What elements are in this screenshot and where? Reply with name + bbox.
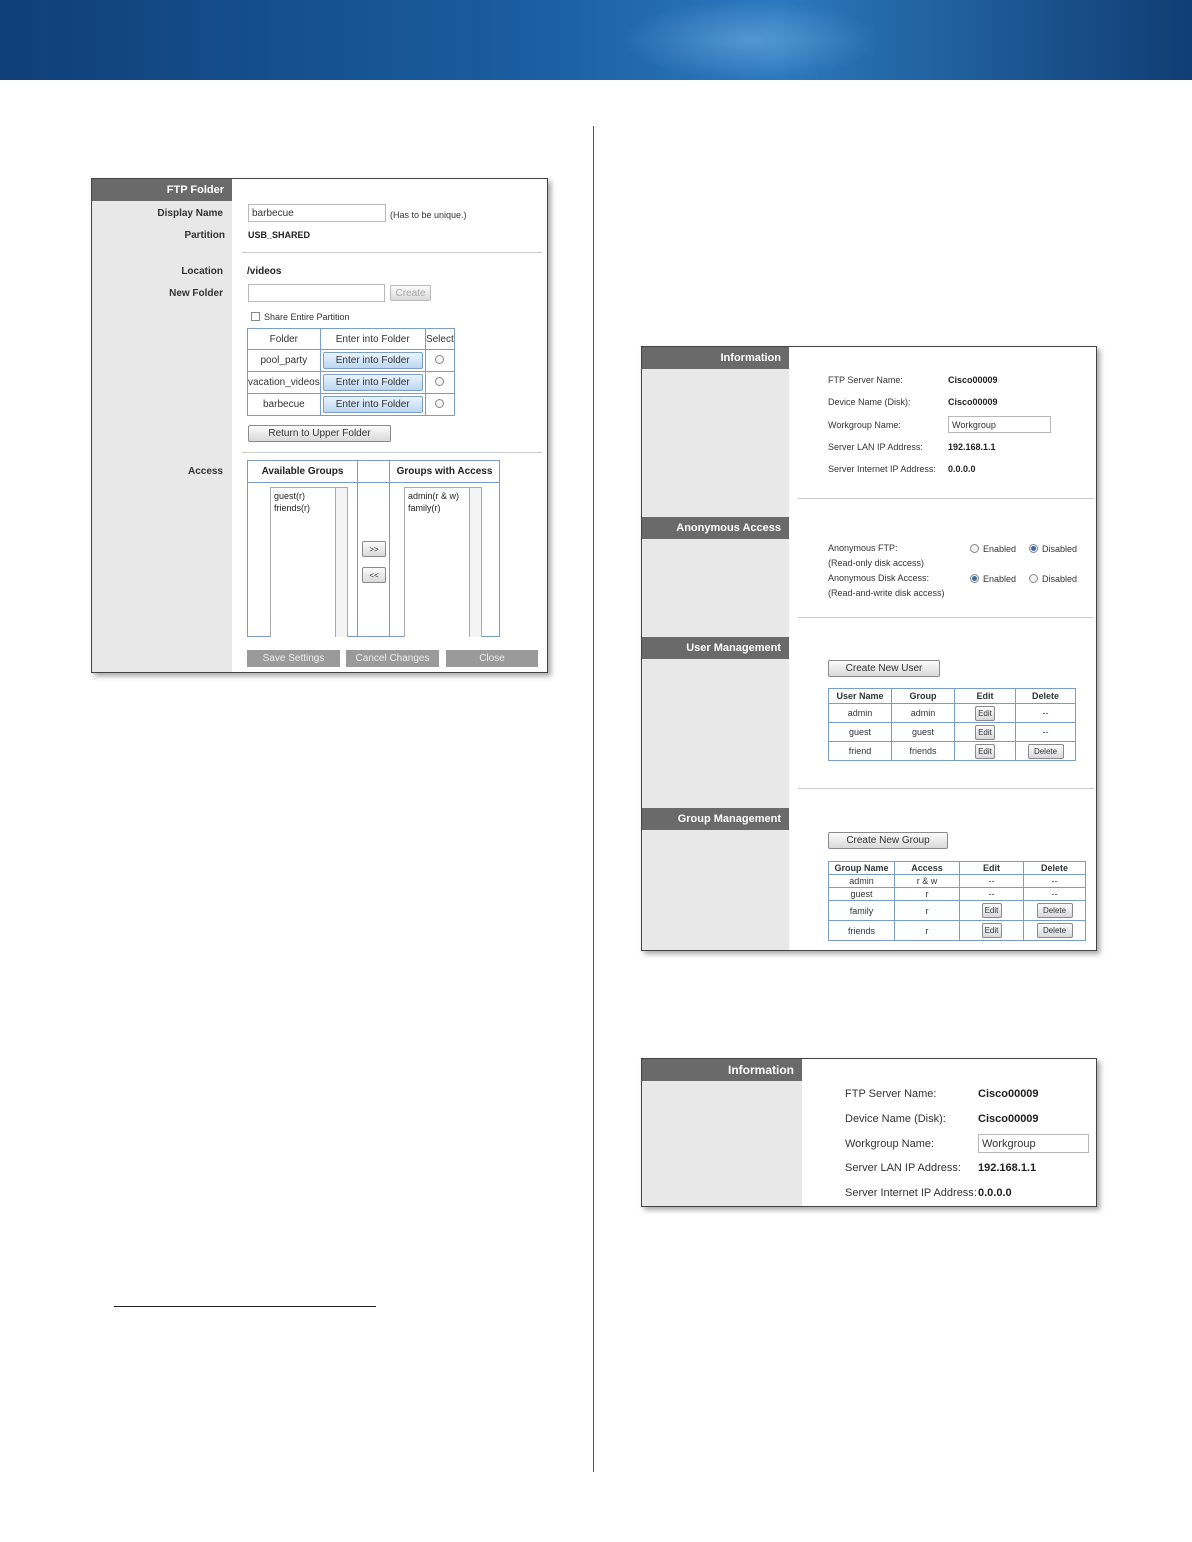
folder-table xyxy=(247,328,455,416)
information-panel xyxy=(641,1058,1097,1207)
anonymous-divider xyxy=(798,617,1094,618)
group-management-header: Group Management xyxy=(642,808,789,830)
information-divider xyxy=(798,498,1094,499)
select-radio[interactable] xyxy=(435,355,444,364)
user-name-col-header: User Name xyxy=(829,689,892,704)
folder-name: pool_party xyxy=(248,350,321,372)
group-name-cell: guest xyxy=(829,888,895,901)
move-column-header xyxy=(358,461,390,483)
group-edit-col-header: Edit xyxy=(960,862,1024,875)
anonymous-disk-label: Anonymous Disk Access: xyxy=(828,573,930,583)
user-name-cell: guest xyxy=(829,723,892,742)
edit-col-header: Edit xyxy=(955,689,1016,704)
close-button[interactable]: Close xyxy=(446,650,538,667)
new-folder-input[interactable] xyxy=(248,284,385,302)
move-column xyxy=(358,483,390,636)
workgroup-label: Workgroup Name: xyxy=(828,420,901,430)
list-item[interactable]: admin(r & w) xyxy=(408,491,460,501)
enter-folder-button[interactable]: Enter into Folder xyxy=(323,352,423,369)
group-name-cell: friends xyxy=(829,921,895,941)
anonymous-access-header: Anonymous Access xyxy=(642,517,789,539)
information-sidebar xyxy=(642,1059,802,1206)
information-header: Information xyxy=(642,347,789,369)
save-settings-button[interactable]: Save Settings xyxy=(247,650,340,667)
table-row xyxy=(829,875,1086,888)
access-col-header: Access xyxy=(895,862,960,875)
groups-with-access-list[interactable] xyxy=(404,487,470,637)
table-row xyxy=(829,704,1076,723)
folder-name: vacation_videos xyxy=(248,372,321,394)
header-banner xyxy=(0,0,1192,80)
list-item[interactable]: guest(r) xyxy=(274,491,306,501)
device-name-label: Device Name (Disk): xyxy=(828,397,911,407)
info-device-name-value: Cisco00009 xyxy=(978,1113,1039,1125)
access-label: Access xyxy=(187,466,223,477)
access-box xyxy=(247,460,500,637)
anonymous-ftp-label: Anonymous FTP: xyxy=(828,543,898,553)
select-col-header: Select xyxy=(425,329,454,350)
ftp-folder-divider-1 xyxy=(242,252,542,253)
user-management-divider xyxy=(798,788,1094,789)
anonymous-disk-disabled-label: Disabled xyxy=(1042,574,1078,584)
group-name-cell: family xyxy=(829,901,895,921)
info-ftp-server-name-value: Cisco00009 xyxy=(978,1088,1039,1100)
user-group-cell: guest xyxy=(892,723,955,742)
partition-label: Partition xyxy=(184,230,225,241)
table-row xyxy=(829,742,1076,761)
available-groups-list[interactable] xyxy=(270,487,336,637)
edit-user-button[interactable]: Edit xyxy=(975,744,995,759)
anonymous-ftp-enabled-label: Enabled xyxy=(983,544,1017,554)
info-workgroup-label: Workgroup Name: xyxy=(845,1138,935,1150)
group-table xyxy=(828,861,1086,941)
delete-col-header: Delete xyxy=(1016,689,1076,704)
available-groups-header: Available Groups xyxy=(248,461,358,483)
device-name-value: Cisco00009 xyxy=(948,397,998,407)
available-groups-scrollbar[interactable] xyxy=(336,487,348,637)
list-item[interactable]: family(r) xyxy=(408,503,441,513)
groups-with-access-scrollbar[interactable] xyxy=(470,487,482,637)
server-internet-ip-label: Server Internet IP Address: xyxy=(828,464,936,474)
display-name-input[interactable] xyxy=(248,204,386,222)
anonymous-disk-enabled-label: Enabled xyxy=(983,574,1017,584)
table-row xyxy=(829,723,1076,742)
group-delete-col-header: Delete xyxy=(1024,862,1086,875)
info-server-lan-ip-label: Server LAN IP Address: xyxy=(845,1162,961,1174)
table-row xyxy=(248,350,455,372)
info-server-internet-ip-value: 0.0.0.0 xyxy=(978,1187,1012,1199)
info-workgroup-input[interactable] xyxy=(978,1134,1089,1153)
user-delete-cell: -- xyxy=(1016,704,1076,723)
group-access-cell: r xyxy=(895,921,960,941)
display-name-label: Display Name xyxy=(157,208,223,219)
edit-user-button[interactable]: Edit xyxy=(975,706,995,721)
groups-with-access-header: Groups with Access xyxy=(390,461,499,483)
information-panel-header: Information xyxy=(642,1059,802,1081)
group-access-cell: r xyxy=(895,901,960,921)
table-row xyxy=(248,394,455,416)
enter-folder-button[interactable]: Enter into Folder xyxy=(323,374,423,391)
info-server-internet-ip-label: Server Internet IP Address: xyxy=(845,1187,977,1199)
info-device-name-label: Device Name (Disk): xyxy=(845,1113,946,1125)
partition-value: USB_SHARED xyxy=(248,230,311,240)
user-name-cell: admin xyxy=(829,704,892,723)
anonymous-ftp-sub: (Read-only disk access) xyxy=(828,558,925,568)
group-access-cell: r xyxy=(895,888,960,901)
table-row xyxy=(829,901,1086,921)
group-edit-cell: -- xyxy=(960,888,1024,901)
edit-user-button[interactable]: Edit xyxy=(975,725,995,740)
location-value: /videos xyxy=(247,266,282,277)
edit-group-button[interactable]: Edit xyxy=(982,903,1002,918)
user-management-header: User Management xyxy=(642,637,789,659)
delete-group-button[interactable]: Delete xyxy=(1037,903,1073,918)
user-group-cell: admin xyxy=(892,704,955,723)
anonymous-ftp-disabled-label: Disabled xyxy=(1042,544,1078,554)
select-radio[interactable] xyxy=(435,377,444,386)
share-entire-partition-label: Share Entire Partition xyxy=(264,312,350,322)
cancel-changes-button[interactable]: Cancel Changes xyxy=(346,650,439,667)
table-row xyxy=(829,888,1086,901)
ftp-folder-divider-2 xyxy=(242,452,542,453)
server-lan-ip-label: Server LAN IP Address: xyxy=(828,442,923,452)
edit-group-button[interactable]: Edit xyxy=(982,923,1002,938)
user-name-cell: friend xyxy=(829,742,892,761)
anonymous-disk-enabled-radio[interactable] xyxy=(970,574,979,583)
info-server-lan-ip-value: 192.168.1.1 xyxy=(978,1162,1037,1174)
folder-col-header: Folder xyxy=(248,329,321,350)
ftp-server-name-value: Cisco00009 xyxy=(948,375,998,385)
display-name-hint: (Has to be unique.) xyxy=(390,210,467,220)
anonymous-disk-sub: (Read-and-write disk access) xyxy=(828,588,945,598)
share-entire-partition-checkbox[interactable] xyxy=(251,312,260,321)
footnote-rule xyxy=(114,1306,376,1307)
group-name-cell: admin xyxy=(829,875,895,888)
group-edit-cell: -- xyxy=(960,875,1024,888)
delete-user-button[interactable]: Delete xyxy=(1028,744,1064,759)
workgroup-input[interactable] xyxy=(948,416,1051,433)
anonymous-disk-disabled-radio[interactable] xyxy=(1029,574,1038,583)
user-table xyxy=(828,688,1076,761)
group-delete-cell: -- xyxy=(1024,888,1086,901)
server-lan-ip-value: 192.168.1.1 xyxy=(948,442,996,452)
return-upper-folder-button[interactable]: Return to Upper Folder xyxy=(248,425,391,442)
ftp-server-panel xyxy=(641,346,1097,951)
location-label: Location xyxy=(181,266,223,277)
table-row xyxy=(829,921,1086,941)
select-radio[interactable] xyxy=(435,399,444,408)
delete-group-button[interactable]: Delete xyxy=(1037,923,1073,938)
anonymous-ftp-disabled-radio[interactable] xyxy=(1029,544,1038,553)
enter-folder-button[interactable]: Enter into Folder xyxy=(323,396,423,413)
group-name-col-header: Group Name xyxy=(829,862,895,875)
anonymous-ftp-enabled-radio[interactable] xyxy=(970,544,979,553)
user-delete-cell: -- xyxy=(1016,723,1076,742)
list-item[interactable]: friends(r) xyxy=(274,503,311,513)
remove-group-button[interactable]: << xyxy=(362,567,386,583)
ftp-folder-sidebar xyxy=(92,179,232,672)
user-group-cell: friends xyxy=(892,742,955,761)
new-folder-label: New Folder xyxy=(169,288,223,299)
ftp-folder-panel xyxy=(91,178,548,673)
info-ftp-server-name-label: FTP Server Name: xyxy=(845,1088,937,1100)
column-divider xyxy=(593,126,594,1472)
create-folder-button[interactable]: Create xyxy=(390,285,431,301)
group-delete-cell: -- xyxy=(1024,875,1086,888)
create-new-user-button[interactable]: Create New User xyxy=(828,660,940,677)
folder-name: barbecue xyxy=(248,394,321,416)
ftp-server-name-label: FTP Server Name: xyxy=(828,375,903,385)
enter-folder-col-header: Enter into Folder xyxy=(320,329,425,350)
add-group-button[interactable]: >> xyxy=(362,541,386,557)
table-row xyxy=(248,372,455,394)
create-new-group-button[interactable]: Create New Group xyxy=(828,832,948,849)
ftp-folder-header: FTP Folder xyxy=(92,179,232,201)
server-internet-ip-value: 0.0.0.0 xyxy=(948,464,976,474)
group-col-header: Group xyxy=(892,689,955,704)
group-access-cell: r & w xyxy=(895,875,960,888)
